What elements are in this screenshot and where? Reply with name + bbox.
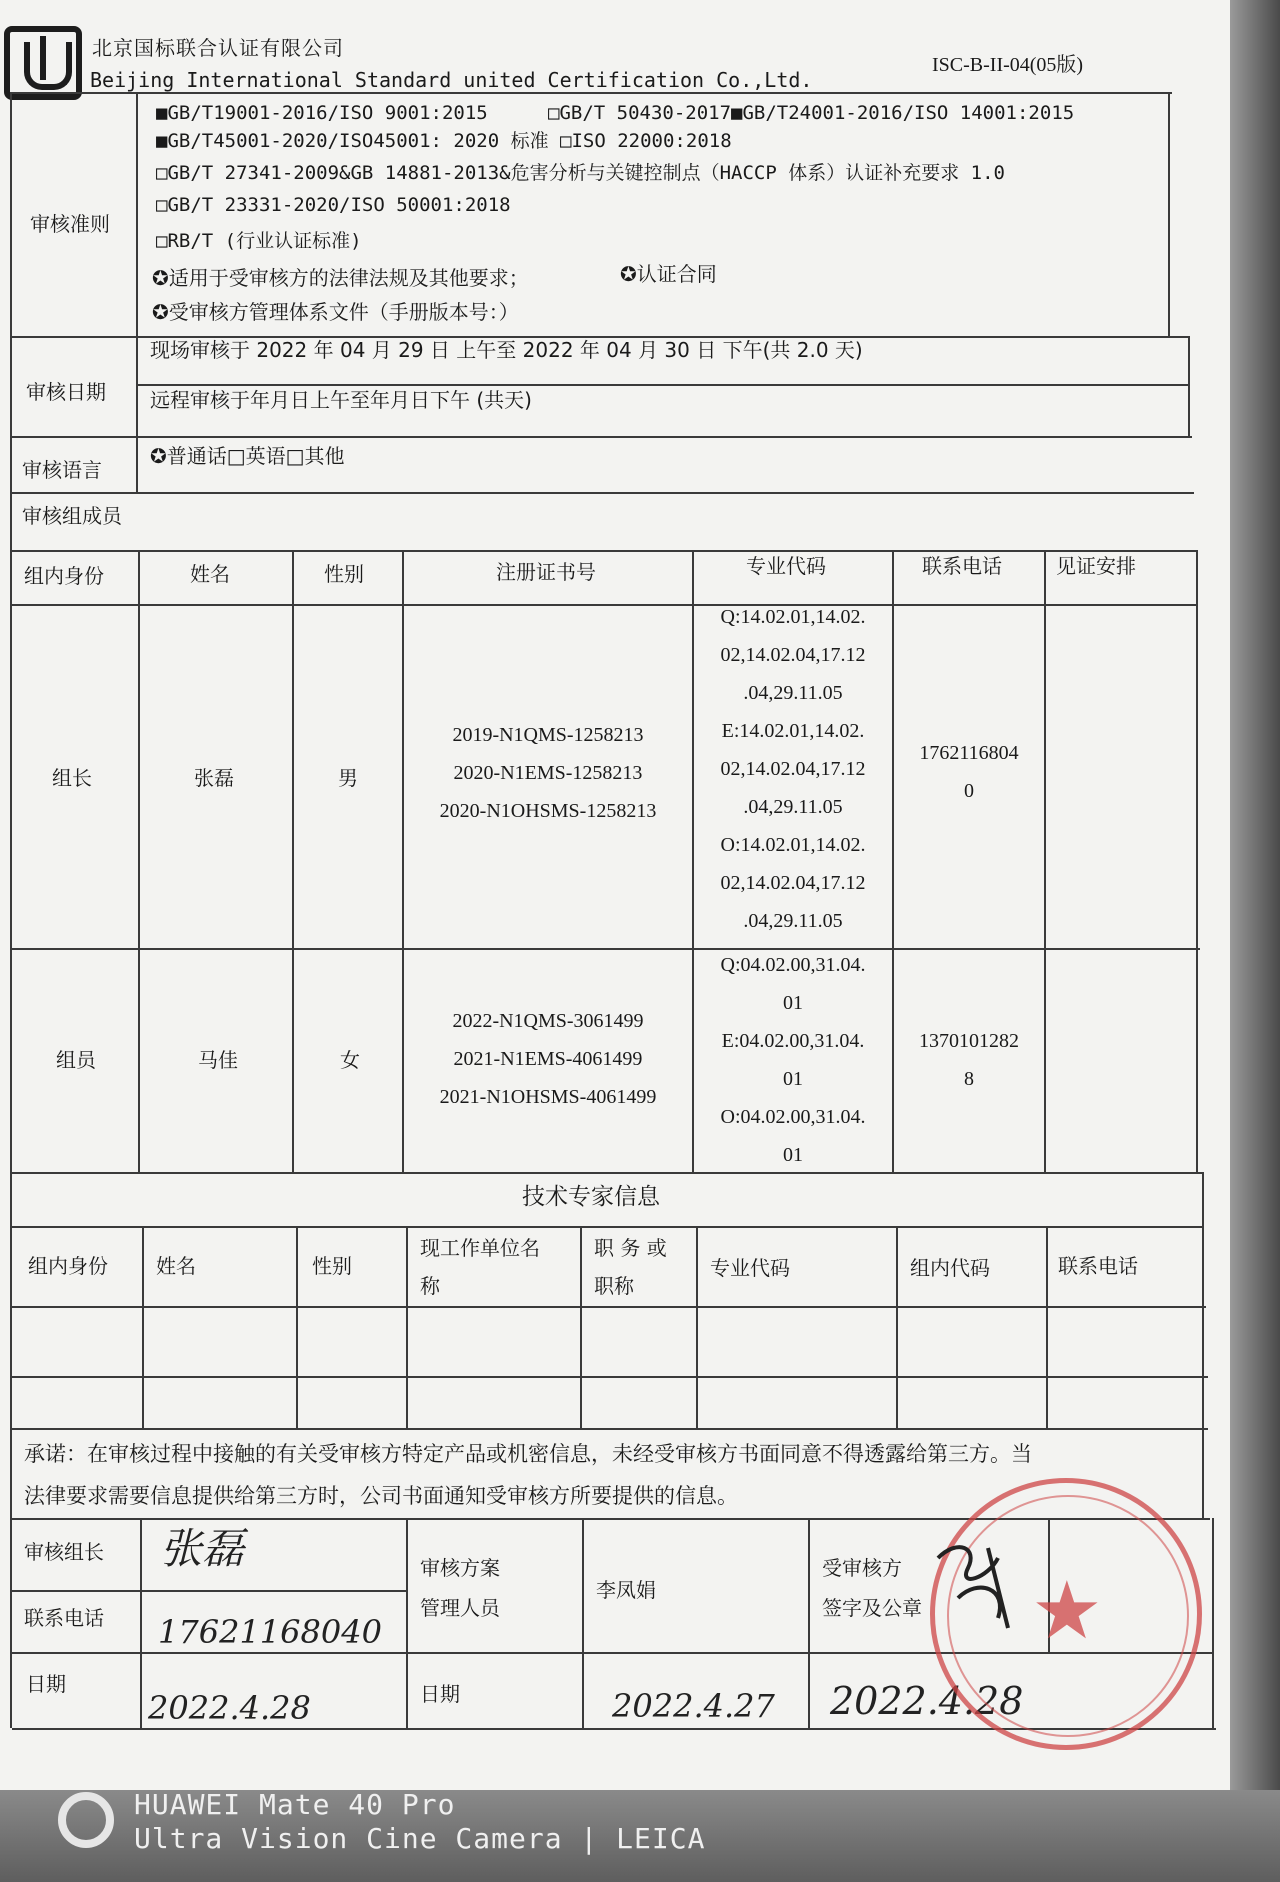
company-name-en: Beijing International Standard united Certification Co.,Ltd. xyxy=(90,68,813,92)
company-seal-icon: ★ xyxy=(930,1478,1202,1750)
phone-label: 联系电话 xyxy=(24,1606,104,1630)
divider xyxy=(12,1590,408,1592)
phone-line: 1370101282 xyxy=(919,1030,1019,1052)
manager-label: 审核方案 xyxy=(420,1556,500,1580)
border xyxy=(696,1226,698,1428)
border xyxy=(138,550,140,1172)
auditee-label: 签字及公章 xyxy=(822,1596,922,1620)
code-line: E:14.02.01,14.02. xyxy=(721,720,865,742)
code-line: O:14.02.01,14.02. xyxy=(720,834,866,856)
code-line: E:04.02.00,31.04. xyxy=(721,1030,865,1052)
team-header: 联系电话 xyxy=(922,554,1002,578)
expert-header: 职称 xyxy=(594,1274,634,1298)
cert-number: 2020-N1EMS-1258213 xyxy=(453,762,643,784)
phone-line: 8 xyxy=(964,1068,974,1090)
code-line: .04,29.11.05 xyxy=(743,682,843,704)
divider xyxy=(10,550,1196,552)
date-label: 日期 xyxy=(420,1682,460,1706)
phone-line: 1762116804 xyxy=(919,742,1019,764)
divider xyxy=(10,604,1198,606)
border xyxy=(896,1226,898,1428)
cert-number: 2019-N1QMS-1258213 xyxy=(452,724,644,746)
expert-header: 性别 xyxy=(312,1254,352,1278)
member-role: 组员 xyxy=(56,1048,96,1072)
border xyxy=(10,92,12,1728)
team-header: 专业代码 xyxy=(746,554,826,578)
cert-number: 2022-N1QMS-3061499 xyxy=(452,1010,644,1032)
commitment-text: 法律要求需要信息提供给第三方时，公司书面通知受审核方所要提供的信息。 xyxy=(24,1484,738,1508)
leader-date: 2022.4.28 xyxy=(148,1689,311,1727)
criteria-line: ✪认证合同 xyxy=(620,262,717,286)
border xyxy=(1196,550,1198,1172)
border xyxy=(1046,1226,1048,1428)
member-certs xyxy=(404,1002,692,1116)
border xyxy=(292,550,294,1172)
member-certs xyxy=(404,716,692,830)
border xyxy=(136,92,138,492)
auditee-signature-icon xyxy=(928,1528,1038,1638)
criteria-line: □GB/T 27341-2009&GB 14881-2013&危害分析与关键控制点（HACCP 体系）认证补充要求 1.0 xyxy=(156,162,1005,184)
criteria-label: 审核准则 xyxy=(30,212,110,236)
criteria-line: □RB/T (行业认证标准) xyxy=(156,230,362,252)
form-number: ISC-B-II-04(05版) xyxy=(932,54,1084,76)
code-line: 02,14.02.04,17.12 xyxy=(720,644,866,666)
camera-watermark-icon xyxy=(58,1792,114,1848)
criteria-line: □GB/T 50430-2017■GB/T24001-2016/ISO 14001:2015 xyxy=(548,102,1075,124)
phone-line: 0 xyxy=(964,780,974,802)
cert-number: 2020-N1OHSMS-1258213 xyxy=(439,800,657,822)
code-line: 01 xyxy=(783,1144,803,1166)
date-label: 日期 xyxy=(26,1672,66,1696)
divider xyxy=(10,436,1192,438)
team-header: 组内身份 xyxy=(24,564,104,588)
company-logo-icon xyxy=(4,26,82,100)
divider xyxy=(12,1306,1206,1308)
leader-phone: 17621168040 xyxy=(158,1613,382,1651)
member-gender: 男 xyxy=(338,766,358,790)
camera-watermark: Ultra Vision Cine Camera | LEICA xyxy=(134,1822,706,1855)
dates-label: 审核日期 xyxy=(26,380,106,404)
code-line: Q:04.02.00,31.04. xyxy=(720,954,866,976)
team-header: 姓名 xyxy=(190,562,230,586)
border xyxy=(140,1518,142,1728)
language-label: 审核语言 xyxy=(22,458,102,482)
divider xyxy=(138,384,1190,386)
border xyxy=(1188,336,1190,438)
code-line: .04,29.11.05 xyxy=(743,796,843,818)
border xyxy=(582,1518,584,1728)
expert-header: 组内身份 xyxy=(28,1254,108,1278)
divider xyxy=(12,1376,1208,1378)
code-line: 01 xyxy=(783,992,803,1014)
auditee-date: 2022.4.28 xyxy=(830,1679,1024,1723)
member-role: 组长 xyxy=(52,766,92,790)
experts-title: 技术专家信息 xyxy=(522,1184,660,1210)
camera-watermark: HUAWEI Mate 40 Pro xyxy=(134,1788,456,1821)
divider xyxy=(12,1428,1208,1430)
remote-date: 远程审核于年月日上午至年月日下午 (共天) xyxy=(150,388,532,412)
border xyxy=(1168,92,1170,338)
member-name: 张磊 xyxy=(194,766,234,790)
leader-signature: 张磊 xyxy=(160,1524,245,1573)
border xyxy=(1212,1518,1214,1728)
border xyxy=(406,1226,408,1428)
border xyxy=(142,1226,144,1428)
team-header: 注册证书号 xyxy=(496,560,596,584)
manager-name: 李凤娟 xyxy=(596,1578,656,1602)
member-codes xyxy=(694,946,892,1174)
cert-number: 2021-N1OHSMS-4061499 xyxy=(439,1086,657,1108)
cert-number: 2021-N1EMS-4061499 xyxy=(453,1048,643,1070)
code-line: 02,14.02.04,17.12 xyxy=(720,872,866,894)
expert-header: 称 xyxy=(420,1274,440,1298)
divider xyxy=(12,1226,1204,1228)
expert-header: 专业代码 xyxy=(710,1256,790,1280)
member-phone xyxy=(894,734,1044,810)
criteria-line: ✪适用于受审核方的法律法规及其他要求； xyxy=(152,266,529,290)
leader-label: 审核组长 xyxy=(24,1540,104,1564)
expert-header: 联系电话 xyxy=(1058,1254,1138,1278)
expert-header: 姓名 xyxy=(156,1254,196,1278)
code-line: .04,29.11.05 xyxy=(743,910,843,932)
code-line: Q:14.02.01,14.02. xyxy=(720,606,866,628)
team-header: 性别 xyxy=(324,562,364,586)
criteria-line: ■GB/T19001-2016/ISO 9001:2015 xyxy=(156,102,488,124)
border xyxy=(580,1226,582,1428)
expert-header: 组内代码 xyxy=(910,1256,990,1280)
language-options: ✪普通话□英语□其他 xyxy=(150,444,345,468)
code-line: O:04.02.00,31.04. xyxy=(720,1106,866,1128)
criteria-line: ✪受审核方管理体系文件（手册版本号：） xyxy=(152,300,519,324)
expert-header: 现工作单位名 xyxy=(420,1236,540,1260)
team-label: 审核组成员 xyxy=(22,504,122,528)
code-line: 02,14.02.04,17.12 xyxy=(720,758,866,780)
manager-date: 2022.4.27 xyxy=(612,1687,775,1725)
manager-label: 管理人员 xyxy=(420,1596,500,1620)
onsite-date: 现场审核于 2022 年 04 月 29 日 上午至 2022 年 04 月 30 日 下午(共 2.0 天) xyxy=(150,338,863,362)
border xyxy=(1202,1172,1204,1518)
divider xyxy=(10,92,1172,94)
divider xyxy=(10,492,1194,494)
border xyxy=(296,1226,298,1428)
member-codes xyxy=(694,598,892,940)
commitment-text: 承诺：在审核过程中接触的有关受审核方特定产品或机密信息，未经受审核方书面同意不得透露给第三方。当 xyxy=(24,1442,1032,1466)
divider xyxy=(10,948,1200,950)
code-line: 01 xyxy=(783,1068,803,1090)
company-name-cn: 北京国标联合认证有限公司 xyxy=(92,36,344,60)
divider xyxy=(12,1172,1204,1174)
expert-header: 职 务 或 xyxy=(594,1236,667,1260)
team-header: 见证安排 xyxy=(1056,554,1136,578)
auditee-label: 受审核方 xyxy=(822,1556,902,1580)
member-name: 马佳 xyxy=(198,1048,238,1072)
member-gender: 女 xyxy=(340,1048,360,1072)
criteria-line: □GB/T 23331-2020/ISO 50001:2018 xyxy=(156,194,511,216)
border xyxy=(808,1518,810,1728)
background-surface xyxy=(1230,0,1280,1882)
border xyxy=(406,1518,408,1728)
member-phone xyxy=(894,1022,1044,1098)
criteria-line: ■GB/T45001-2020/ISO45001: 2020 标准 □ISO 22000:2018 xyxy=(156,130,732,152)
border xyxy=(1044,550,1046,1172)
